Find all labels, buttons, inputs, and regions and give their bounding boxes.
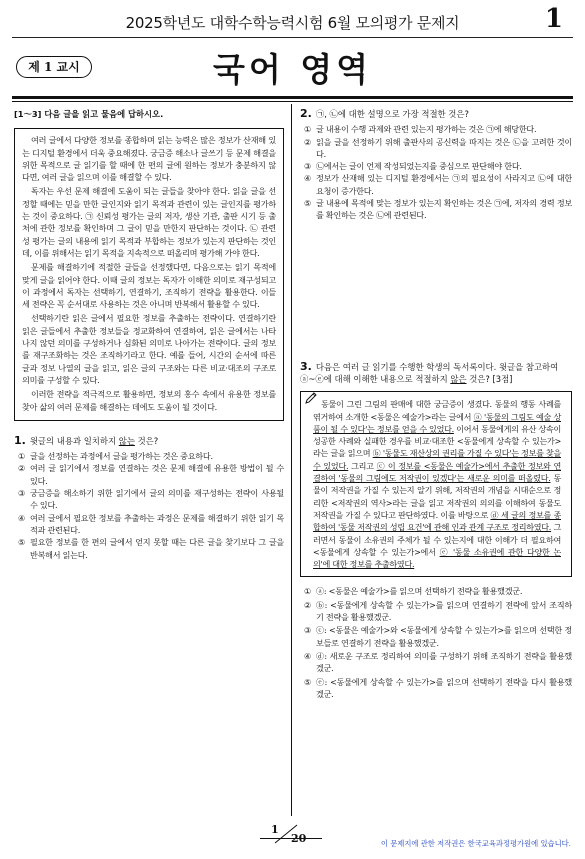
option-text: ㉡에서는 글이 언제 작성되었는지를 중심으로 판단해야 한다. <box>316 161 522 172</box>
copyright-notice: 이 문제지에 관한 저작권은 한국교육과정평가원에 있습니다. <box>380 839 571 848</box>
log-segment-underlined: ⓑ '동물도 재산상의 권리를 가질 수 있다'는 정보를 찾을 수 있었다. <box>313 448 561 471</box>
question-2 <box>300 108 572 222</box>
log-segment: 그리고 <box>348 460 377 471</box>
log-segment-underlined: ⓔ '동물 소유권에 관한 다양한 논의'에 대한 정보를 추출하였다. <box>313 546 561 570</box>
option-mark: ③ <box>304 625 312 636</box>
option-text: ⓐ: <동물은 예술가>를 읽으며 선택하기 전략을 활용했겠군. <box>316 586 523 597</box>
pen-icon <box>304 391 318 405</box>
answer-option-4[interactable] <box>18 512 284 537</box>
passage-paragraph: 이러한 전략을 적극적으로 활용하면, 정보의 홍수 속에서 유용한 정보를 찾아 삶의 여러 문제를 해결하는 데에도 도움이 될 것이다. <box>22 389 276 412</box>
passage-paragraph: 선택하기란 읽은 글에서 필요한 정보를 추출하는 전략이다. 연결하기란 읽은 글들에서 추출한 정보들을 정교화하여 연결하여, 읽은 글에서는 나타나지 않던 의미를 구성하거나 심화된 의미로 나아가는 전략이다. 글의 정보를 재구조화하는 것은 조직하기라고 한다. 예를 들어, 시간의 순서에 따른 글과 정보 나열의 글을 읽고, 읽은 글의 구조와는 다른 비교·대조의 구조로 의미를 구성할 수 있다. <box>22 313 276 385</box>
option-text: 읽을 글을 선정하기 위해 출판사의 공신력을 따지는 것은 ㉡을 고려한 것이다. <box>316 136 572 159</box>
answer-option-2[interactable] <box>18 462 284 487</box>
stem-text: 것은? [3점] <box>466 373 513 384</box>
answer-option-3[interactable] <box>304 160 572 172</box>
option-mark: ① <box>304 586 312 597</box>
option-text: ⓔ: <동물에게 상속할 수 있는가>를 읽으며 선택하기 전략을 다시 활용했겠군. <box>316 676 572 699</box>
answer-option-3[interactable] <box>304 624 572 649</box>
answer-option-5[interactable] <box>304 197 572 222</box>
option-text: 여러 글 읽기에서 정보를 연결하는 것은 문제 해결에 유용한 방법이 될 수 있다. <box>30 463 284 486</box>
option-mark: ① <box>304 124 312 135</box>
question-3 <box>300 361 572 700</box>
answer-option-1[interactable] <box>18 450 284 462</box>
option-text: 필요한 정보를 한 편의 글에서 얻지 못할 때는 다른 글을 찾기보다 그 글을 반복해서 읽는다. <box>30 537 284 560</box>
option-mark: ④ <box>304 173 312 184</box>
header-rule <box>12 37 573 38</box>
option-mark: ① <box>18 451 26 462</box>
log-segment: 동물이 저작권을 가질 수 있는지 알기 위해, 저작권의 개념을 시대순으로 정리한 <저작권의 역사>라는 글을 읽고 저작권의 의의를 이해하여 동물도 저작권을 가질 수 있다고 판단하였다. 이를 바탕으로 <box>313 473 561 520</box>
option-text: ⓒ: <동물은 예술가>와 <동물에게 상속할 수 있는가>를 읽으며 선택한 정보들로 연결하기 전략을 활용했겠군. <box>316 625 572 648</box>
answer-option-2[interactable] <box>304 136 572 161</box>
option-mark: ④ <box>304 650 312 661</box>
stem-text: 것은? <box>134 435 159 446</box>
answer-option-4[interactable] <box>304 650 572 675</box>
option-mark: ③ <box>304 161 312 172</box>
title-thick-rule <box>12 96 573 99</box>
option-mark: ② <box>18 463 26 474</box>
title-thin-rule <box>12 101 573 102</box>
option-mark: ⑤ <box>304 198 312 209</box>
option-mark: ③ <box>18 488 26 499</box>
option-mark: ④ <box>18 512 26 523</box>
reading-log-text <box>313 398 561 570</box>
question-3-stem <box>300 361 572 386</box>
question-number: 3. <box>300 359 312 373</box>
log-segment-underlined: ⓐ '동물의 그림도 예술 상품이 될 수 있다'는 정보를 얻을 수 있었다. <box>313 411 561 434</box>
footer-rule <box>260 838 322 839</box>
stem-emphasis: 않는 <box>118 435 135 446</box>
option-mark: ② <box>304 136 312 147</box>
passage-paragraph: 여러 글에서 다양한 정보를 종합하며 읽는 능력은 많은 정보가 산재해 있는 디지털 환경에서 더욱 중요해졌다. 궁금증 해소나 글쓰기 등 문제 해결을 위한 목적으로 글 읽기를 할 때에 한 편의 글에 원하는 정보가 충분하지 않다면, 여러 글을 읽으며 이를 해결할 수 있다. <box>22 135 276 183</box>
answer-option-5[interactable] <box>18 536 284 561</box>
question-1 <box>14 435 284 561</box>
reading-log-box <box>300 391 572 577</box>
current-page: 1 <box>271 823 279 836</box>
exam-title: 2025학년도 대학수학능력시험 6월 모의평가 문제지 <box>125 14 460 32</box>
option-text: 글 내용에 목적에 맞는 정보가 있는지 확인하는 것은 ㉠에, 저자의 경력 정보를 확인하는 것은 ㉡에 관련된다. <box>316 198 572 221</box>
log-segment-underlined: ⓓ 세 글의 정보를 종합하여 '동물 저작권의 성립 요건'에 관해 인과 관계 구조로 정리하였다. <box>313 509 562 533</box>
log-segment-underlined: ⓒ 이 정보를 <동물은 예술가>에서 추출한 정보와 연결하여 '동물의 그림에도 저작권이 있겠다'는 새로운 의미를 떠올렸다. <box>313 460 561 484</box>
session-badge: 제 1 교시 <box>16 56 92 78</box>
stem-text: ㉠, ㉡에 대한 설명으로 가장 적절한 것은? <box>315 109 469 119</box>
left-column <box>14 108 284 561</box>
stem-emphasis: 않은 <box>450 373 467 384</box>
answer-option-2[interactable] <box>304 599 572 624</box>
answer-option-5[interactable] <box>304 676 572 701</box>
right-column <box>300 108 572 701</box>
stem-text: 윗글의 내용과 일치하지 <box>29 435 119 446</box>
option-text: 여러 글에서 필요한 정보를 추출하는 과정은 문제를 해결하기 위한 읽기 목적과 관련된다. <box>30 512 284 535</box>
answer-option-4[interactable] <box>304 172 572 197</box>
option-text: 궁금증을 해소하기 위한 읽기에서 글의 의미를 재구성하는 전략이 사용될 수 있다. <box>30 488 284 511</box>
option-mark: ② <box>304 599 312 610</box>
answer-option-3[interactable] <box>18 487 284 512</box>
total-pages: 20 <box>291 832 307 845</box>
option-mark: ⑤ <box>18 537 26 548</box>
answer-option-1[interactable] <box>304 585 572 597</box>
question-2-stem <box>300 108 572 120</box>
option-text: ⓓ: 새로운 구조로 정리하여 의미를 구성하기 위해 조직하기 전략을 활용했겠군. <box>316 650 572 674</box>
log-segment: 동물이 그린 그림의 판매에 대한 궁금증이 생겼다. 동물의 행동 사례를 엮거하여 소개한 <동물은 예술가>라는 글에서 <box>313 399 561 422</box>
question-number: 2. <box>300 107 312 120</box>
option-text: 정보가 산재해 있는 디지털 환경에서는 ㉠의 필요성이 사라지고 ㉡에 대한 요청이 증가한다. <box>316 173 572 196</box>
subject-title: 국어 영역 <box>212 50 372 89</box>
question-1-stem <box>14 435 284 447</box>
passage-paragraph: 문제를 해결하기에 적절한 글들을 선정했다면, 다음으로는 읽기 목적에 맞게 글을 읽어야 한다. 이때 글의 정보는 독자가 이해한 의미로 재구성되고 이 과정에서 독자는 선택하기, 연결하기, 조직하기 전략을 활용한다. 이들 세 전략은 꼭 순서대로 사용하는 것은 아니며 반복해서 활용할 수 있다. <box>22 262 276 310</box>
log-segment: 그러면서 동물이 소유권의 주체가 될 수 있는지에 대한 이해가 더 필요하여 <동물에게 상속할 수 있는가>에서 <box>313 522 561 557</box>
question-number: 1. <box>14 433 26 447</box>
page-indicator <box>265 823 317 845</box>
page-number-top: 1 <box>544 4 563 34</box>
reading-passage <box>14 128 284 421</box>
option-text: 글을 선정하는 과정에서 글을 평가하는 것은 중요하다. <box>30 451 213 462</box>
log-segment: 이어서 동물에게의 유산 상속이 성공한 사례와 실패한 경우를 비교·대조한 <동물에게 상속할 수 있는가>라는 글을 읽으며 <box>313 423 561 459</box>
stem-text: 다음은 여러 글 읽기를 수행한 학생의 독서록이다. 윗글을 참고하여 ⓐ~ⓔ에 대해 이해한 내용으로 적절하지 <box>300 361 559 384</box>
passage-paragraph: 독자는 우선 문제 해결에 도움이 되는 글들을 찾아야 한다. 읽을 글을 선정할 때에는 믿을 만한 글인지와 읽기 목적과 관련이 있는 글인지를 평가하는 것이 중요하다. ㉠ 신뢰성 평가는 글의 저자, 생산 기관, 출판 시기 등 출처에 관한 정보를 확인하며 그 글이 믿을 만한지 판단하는 것이다. ㉡ 관련성 평가는 글의 내용에 읽기 목적과 부합하는 정보가 있는지 판단하는 것인데, 이를 위해서는 읽기 목적을 지속적으로 떠올리며 평가해 가야 한다. <box>22 186 276 258</box>
option-text: ⓑ: <동물에게 상속할 수 있는가>를 읽으며 연결하기 전략에 앞서 조직하기 전략을 활용했겠군. <box>316 599 572 623</box>
option-mark: ⑤ <box>304 676 312 687</box>
column-divider <box>291 104 292 816</box>
option-text: 글 내용이 수행 과제와 관련 있는지 평가하는 것은 ㉠에 해당한다. <box>316 124 537 135</box>
section-instruction: [1～3] 다음 글을 읽고 물음에 답하시오. <box>14 109 164 119</box>
answer-option-1[interactable] <box>304 123 572 135</box>
